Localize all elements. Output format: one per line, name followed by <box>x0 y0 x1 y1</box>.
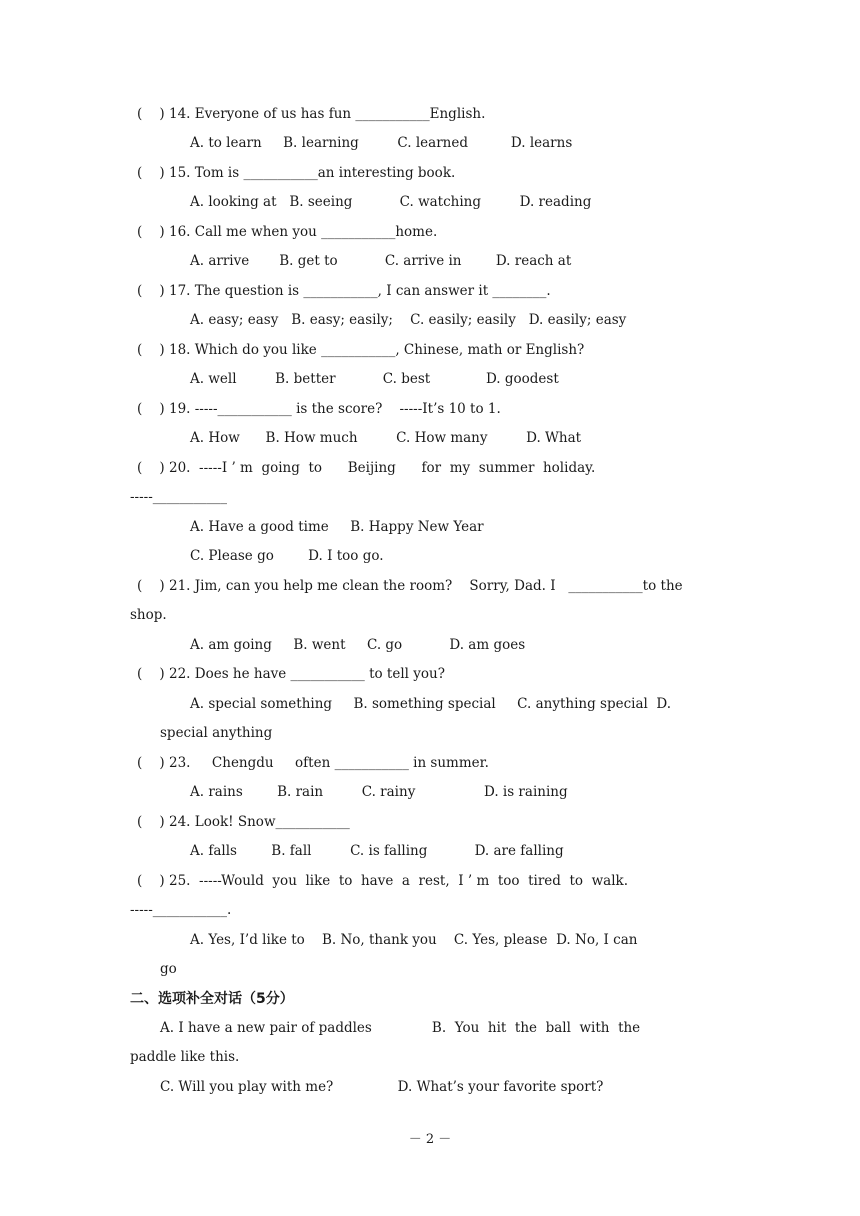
question-line: A. Have a good time B. Happy New Year <box>190 519 484 535</box>
question-line: C. Please go D. I too go. <box>190 548 384 564</box>
question-line: shop. <box>130 607 167 623</box>
question-line: ( ) 22. Does he have ___________ to tell you? <box>137 666 445 682</box>
dialogue-option-line: A. I have a new pair of paddles B. You hit the ball with the <box>160 1020 641 1036</box>
question-line: ( ) 15. Tom is ___________an interesting book. <box>137 165 456 181</box>
question-line: special anything <box>160 725 273 741</box>
question-line: ( ) 16. Call me when you ___________home. <box>137 224 438 240</box>
question-line: go <box>160 961 177 977</box>
question-line: A. arrive B. get to C. arrive in D. reach at <box>190 253 572 269</box>
question-line: A. easy; easy B. easy; easily; C. easily; easily D. easily; easy <box>190 312 627 328</box>
question-line: A. How B. How much C. How many D. What <box>190 430 582 446</box>
question-line: ( ) 23. Chengdu often ___________ in summer. <box>137 755 489 771</box>
question-line: A. special something B. something special C. anything special D. <box>190 696 672 712</box>
dialogue-option-line: paddle like this. <box>130 1049 240 1065</box>
question-line: A. am going B. went C. go D. am goes <box>190 637 526 653</box>
question-line: ( ) 17. The question is ___________, I can answer it ________. <box>137 283 551 299</box>
question-line: ( ) 24. Look! Snow___________ <box>137 814 350 830</box>
question-line: A. falls B. fall C. is falling D. are falling <box>190 843 564 859</box>
question-line: A. well B. better C. best D. goodest <box>190 371 559 387</box>
question-line: ( ) 14. Everyone of us has fun ___________English. <box>137 106 486 122</box>
question-line: ( ) 19. -----___________ is the score? -----It’s 10 to 1. <box>137 401 501 417</box>
question-line: -----___________. <box>130 902 232 918</box>
page-number: － 2 － <box>408 1132 452 1147</box>
question-line: A. rains B. rain C. rainy D. is raining <box>190 784 568 800</box>
question-line: ( ) 25. -----Would you like to have a rest, I ’ m too tired to walk. <box>137 873 629 889</box>
dialogue-option-line: C. Will you play with me? D. What’s your favorite sport? <box>160 1079 604 1095</box>
question-line: ( ) 21. Jim, can you help me clean the room? Sorry, Dad. I ___________to the <box>137 578 683 594</box>
question-line: -----___________ <box>130 489 228 505</box>
section-title: 二、选项补全对话（5分） <box>130 991 294 1007</box>
question-line: A. looking at B. seeing C. watching D. reading <box>190 194 592 210</box>
question-line: ( ) 20. -----I ’ m going to Beijing for my summer holiday. <box>137 460 596 476</box>
question-line: A. Yes, I’d like to B. No, thank you C. Yes, please D. No, I can <box>190 932 638 948</box>
question-line: ( ) 18. Which do you like ___________, Chinese, math or English? <box>137 342 585 358</box>
question-line: A. to learn B. learning C. learned D. learns <box>190 135 573 151</box>
